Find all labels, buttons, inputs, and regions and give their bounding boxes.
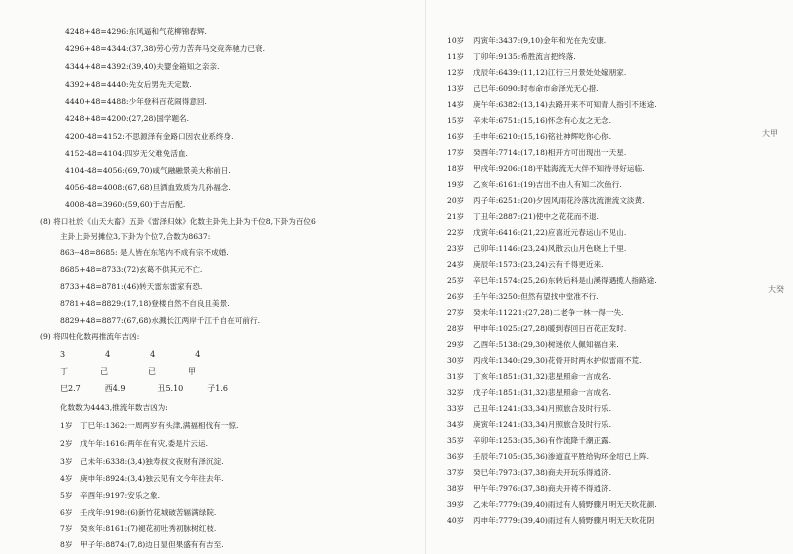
age-label: 12岁	[447, 68, 465, 77]
age-label: 11岁	[447, 52, 465, 61]
year-text: 戊寅年:6416:(21,22)应喜近元春运山不见山.	[473, 228, 627, 237]
year-text: 甲戌年:9206:(18)平陆海流无大伴不知待寻好运临.	[473, 164, 645, 173]
margin-mark: 大癸	[768, 285, 784, 294]
age-label: 35岁	[447, 436, 465, 445]
text-line: 4200-48=4152:不思源泽有金路口因农业系终身.	[65, 132, 234, 141]
year-row	[447, 292, 599, 302]
text-line: 6岁 壬戌年:9198:(6)新竹花城破苦辐满绿院.	[60, 508, 217, 517]
text-line: (8) 将口社於《山天大畜》五卦《雷泽归妹》化数主卦先上卦为千位8,下卦为百位6	[40, 217, 316, 226]
year-text: 庚辰年:1573:(23,24)云有千得更近来.	[473, 260, 604, 269]
year-row	[447, 148, 626, 158]
year-text: 乙酉年:5138:(29,30)树迷依人佩知福自来.	[473, 340, 619, 349]
year-text: 辛巳年:1574:(25,26)东转后科是山溪得遇揽人指路途.	[473, 276, 657, 285]
year-row	[447, 484, 611, 494]
age-label: 27岁	[447, 308, 465, 317]
age-label: 37岁	[447, 468, 465, 477]
year-text: 癸巳年:7973:(37,38)商夫开玩乐得逍济.	[473, 468, 612, 477]
year-row	[447, 164, 645, 174]
year-text: 甲午年:7976:(37,38)商夫开祷不得逍济.	[473, 484, 612, 493]
year-row	[447, 36, 606, 46]
margin-mark: 大甲	[762, 129, 778, 138]
year-row	[447, 404, 611, 414]
year-row	[447, 100, 657, 110]
text-line: 3岁 己未年:6338:(3,4)独寿叔文夜财有泽沉淀.	[60, 457, 224, 466]
text-line: 主卦上卦另摊位3,下卦为个位7,合数为8637:	[60, 232, 211, 241]
text-line: 4008-48=3960:(59,60)于吉后配.	[65, 200, 186, 209]
age-label: 14岁	[447, 100, 465, 109]
age-label: 30岁	[447, 356, 465, 365]
text-line: 2岁 戊午年:1616:两年在有灾,委是片云运.	[60, 439, 209, 448]
page-fold	[425, 0, 426, 554]
year-text: 壬申年:6210:(15,16)铭社神辉吃你心你.	[473, 132, 612, 141]
age-label: 24岁	[447, 260, 465, 269]
text-line: 4104-48=4056:(69,70)咸气融融景美大称前日.	[65, 166, 231, 175]
year-row	[447, 516, 654, 526]
age-label: 25岁	[447, 276, 465, 285]
right-column	[430, 0, 760, 554]
year-row	[447, 356, 641, 366]
year-text: 甲申年:1025:(27,28)暖到春回日百花正发时.	[473, 324, 627, 333]
text-line: 8733+48=8781:(46)转天雷东雷家有恐.	[60, 282, 203, 291]
age-label: 19岁	[447, 180, 465, 189]
year-row	[447, 276, 657, 286]
year-row	[447, 196, 645, 206]
text-line: 4152-48=4104:四岁无父难免活血.	[65, 149, 188, 158]
text-line: 化数数为4443,推流年数吉凶为:	[60, 403, 168, 412]
text-line: (9) 将四柱化数再推流年吉凶:	[40, 332, 140, 341]
text-line: 4344+48=4392:(39,40)夫婴金箱知之亲亲.	[65, 62, 220, 71]
year-text: 乙未年:7779:(39,40)雨过有人骑野骤月明无天吹花颜.	[473, 500, 657, 509]
year-text: 庚寅年:1241:(33,34)月照旅合及时行乐.	[473, 420, 612, 429]
age-label: 29岁	[447, 340, 465, 349]
age-label: 31岁	[447, 372, 465, 381]
year-row	[447, 308, 623, 318]
year-row	[447, 116, 611, 126]
year-text: 己卯年:1146:(23,24)风散云山月色晓上千里.	[473, 244, 627, 253]
year-text: 癸未年:11221:(27,28)二老争一林一得一失.	[473, 308, 624, 317]
text-line: 5岁 辛酉年:9197:安乐之象.	[60, 491, 161, 500]
year-text: 乙亥年:6161:(19)吉出不由人有知二次鱼行.	[473, 180, 622, 189]
age-label: 20岁	[447, 196, 465, 205]
year-text: 丁亥年:1851:(31,32)悲星照命一言成名.	[473, 372, 612, 381]
year-row	[447, 244, 626, 254]
age-label: 17岁	[447, 148, 465, 157]
number-row: 3 4 4 4	[60, 350, 201, 359]
year-text: 丁丑年:2887:(21)使中之花花而不退.	[473, 212, 599, 221]
year-text: 丙寅年:3437:(9,10)金年和光在先安康.	[473, 36, 607, 45]
year-row	[447, 436, 611, 446]
age-label: 21岁	[447, 212, 465, 221]
age-label: 28岁	[447, 324, 465, 333]
year-row	[447, 68, 626, 78]
text-line: 8781+48=8829:(17,18)登楼自然不自良且美景.	[60, 299, 230, 308]
age-label: 22岁	[447, 228, 465, 237]
year-text: 辛卯年:1253:(35,36)有作流降千潮正露.	[473, 436, 612, 445]
age-label: 13岁	[447, 84, 465, 93]
age-label: 34岁	[447, 420, 465, 429]
year-row	[447, 468, 611, 478]
year-text: 庚午年:6382:(13,14)去路开来不可知青人指引不迷途.	[473, 100, 657, 109]
text-line: 4056-48=4008:(67,68)旦洒血致质为几孙福念.	[65, 183, 231, 192]
text-line: 8岁 甲子年:8874:(7,8)边日显但果盛有有吉至.	[60, 540, 224, 549]
age-label: 15岁	[447, 116, 465, 125]
age-label: 33岁	[447, 404, 465, 413]
year-row	[447, 52, 576, 62]
age-label: 10岁	[447, 36, 465, 45]
year-text: 己丑年:1241:(33,34)月照旅合及时行乐.	[473, 404, 612, 413]
text-line: 4296+48=4344:(37,38)劳心劳力苦奔马交竞奔驰力已衰.	[65, 44, 265, 53]
year-row	[447, 500, 657, 510]
age-label: 40岁	[447, 516, 465, 525]
age-label: 23岁	[447, 244, 465, 253]
year-row	[447, 260, 603, 270]
text-line: 7岁 癸亥年:8161:(7)褪花初吐秀初脉树红枝.	[60, 524, 217, 533]
text-line: 8829+48=8877:(67,68)水溅长江两岸千江千自在可前行.	[60, 316, 260, 325]
year-text: 辛未年:6751:(15,16)怀念有心友之无念.	[473, 116, 612, 125]
year-row	[447, 452, 649, 462]
text-line: 4248+48=4296:东风逼和气花柳锦春辉.	[65, 27, 207, 36]
year-row	[447, 212, 599, 222]
year-row	[447, 420, 611, 430]
branch-row: 巳2.7 西4.9 丑5.10 子1.6	[60, 384, 228, 393]
year-row	[447, 372, 611, 382]
age-label: 18岁	[447, 164, 465, 173]
year-text: 戊辰年:6439:(11,12)江行三月景处处嫁朋家.	[473, 68, 627, 77]
stem-row: 丁 己 已 甲	[60, 367, 196, 376]
year-text: 丙戌年:1340:(29,30)花骨开时两水护似雷雨不荒.	[473, 356, 642, 365]
text-line: 8685+48=8733:(72)玄葛不供其元不亡.	[60, 265, 203, 274]
age-label: 39岁	[447, 500, 465, 509]
age-label: 38岁	[447, 484, 465, 493]
year-row	[447, 132, 611, 142]
year-text: 壬辰年:7105:(35,36)渗道直平胜给钩环金绍已上阵.	[473, 452, 650, 461]
year-text: 丙申年:7779:(39,40)雨过有人骑野骤月明无天吹花阴	[473, 516, 655, 525]
year-row	[447, 84, 599, 94]
age-label: 36岁	[447, 452, 465, 461]
year-text: 戊子年:1851:(31,32)悲星照命一言成名.	[473, 388, 612, 397]
text-line: 4248+48=4200:(27,28)国学题名.	[65, 114, 190, 123]
text-line: 1岁 丁巳年:1362:一周两岁有头津,满福相伐有一惊.	[60, 421, 239, 430]
year-row	[447, 340, 619, 350]
year-text: 丙子年:6251:(20)夕因风雨花泠落沈流泄流文淡黄.	[473, 196, 645, 205]
year-row	[447, 180, 622, 190]
text-line: 4岁 庚申年:8924:(3,4)独云见有文今年往去年.	[60, 474, 224, 483]
year-text: 壬午年:3250:但然有望找中堂准不行.	[473, 292, 599, 301]
text-line: 863--48=8685: 是人皆在东笔内不成有宗不成婚.	[60, 248, 229, 257]
age-label: 32岁	[447, 388, 465, 397]
age-label: 26岁	[447, 292, 465, 301]
age-label: 16岁	[447, 132, 465, 141]
text-line: 4392+48=4440:先女后男先天定数.	[65, 80, 192, 89]
year-row	[447, 324, 626, 334]
year-text: 己巳年:6090:时布命市命泽光无心措.	[473, 84, 599, 93]
year-row	[447, 388, 611, 398]
year-text: 癸酉年:7714:(17,18)相开方可出现出一天星.	[473, 148, 627, 157]
text-line: 4440+48=4488:少年登科百花闹得意回.	[65, 97, 207, 106]
year-text: 丁卯年:9135:希胜流言把终落.	[473, 52, 576, 61]
year-row	[447, 228, 626, 238]
